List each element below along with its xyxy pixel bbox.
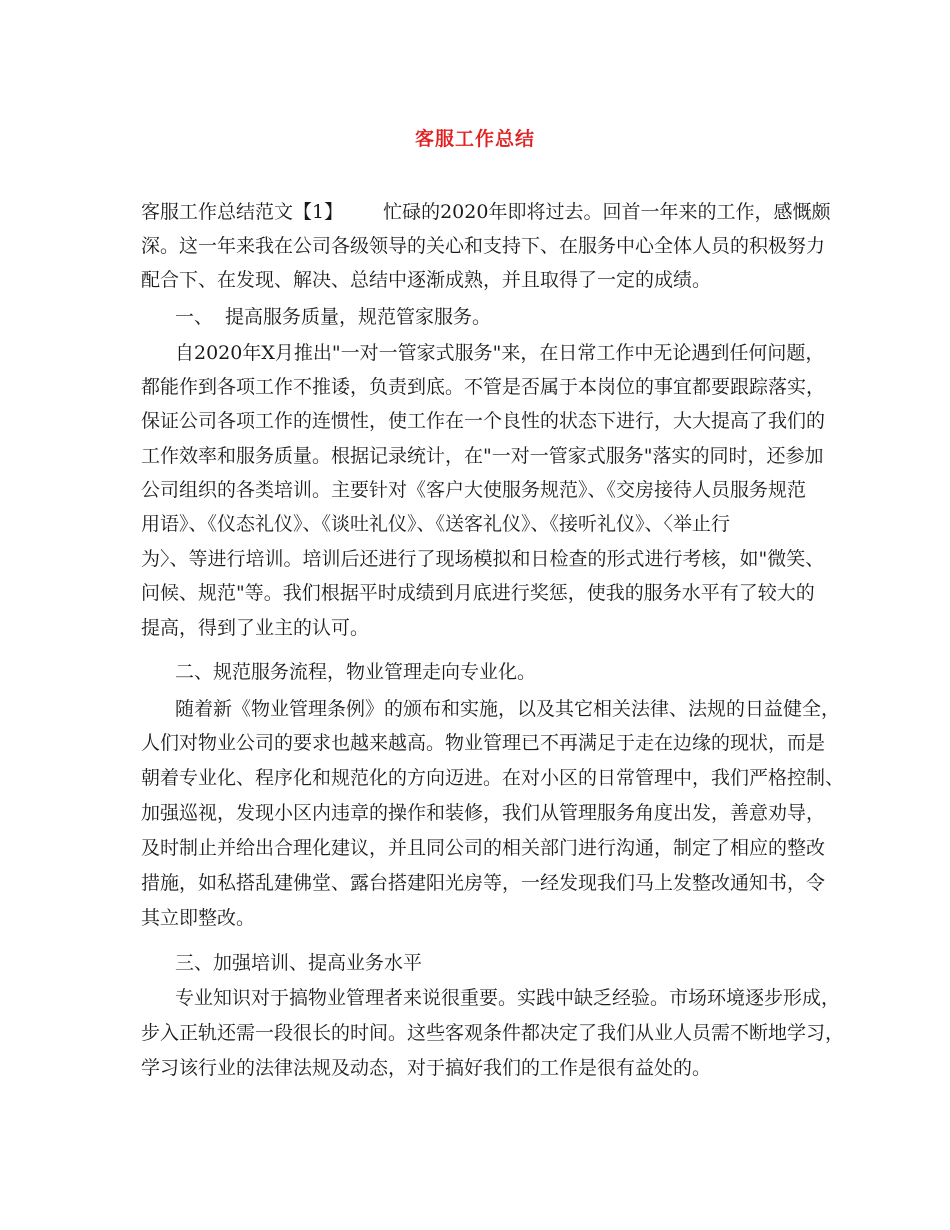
paragraph-line: 都能作到各项工作不推诿，负责到底。不管是否属于本岗位的事宜都要跟踪落实， [141,376,826,398]
paragraph-line: 随着新《物业管理条例》的颁布和实施，以及其它相关法律、法规的日益健全， [175,698,841,720]
paragraph-line: 用语》、《仪态礼仪》、《谈吐礼仪》、《送客礼仪》、《接听礼仪》、〈举止行 [141,513,731,535]
paragraph-line: 学习该行业的法律法规及动态，对于搞好我们的工作是很有益处的。 [141,1057,712,1079]
paragraph-line: 问候、规范"等。我们根据平时成绩到月底进行奖惩，使我的服务水平有了较大的 [141,582,815,604]
paragraph-line: 专业知识对于搞物业管理者来说很重要。实践中缺乏经验。市场环境逐步形成， [175,987,841,1009]
paragraph-line: 其立即整改。 [141,907,256,929]
paragraph-line: 配合下、在发现、解决、总结中逐渐成熟，并且取得了一定的成绩。 [141,269,712,291]
section-heading [175,305,855,329]
paragraph-line: 公司组织的各类培训。主要针对《客户大使服务规范》、《交房接待人员服务规范 [141,479,807,501]
intro-lead: 忙碌的2020年即将过去。回首一年来的工作，感慨颇 [383,201,831,223]
paragraph-line: 朝着专业化、程序化和规范化的方向迈进。在对小区的日常管理中，我们严格控制、 [141,767,845,789]
paragraph-line: 自2020年X月推出"一对一管家式服务"来，在日常工作中无论遇到任何问题， [175,342,825,364]
paragraph-line: 步入正轨还需一段很长的时间。这些客观条件都决定了我们从业人员需不断地学习， [141,1022,845,1044]
section-heading: 二、规范服务流程，物业管理走向专业化。 [175,661,537,683]
section-heading-text: 提高服务质量，规范管家服务。 [225,306,492,328]
paragraph-line: 人们对物业公司的要求也越来越高。物业管理已不再满足于走在边缘的现状，而是 [141,732,826,754]
paragraph-line: 提高，得到了业主的认可。 [141,617,370,639]
paragraph-line: 加强巡视，发现小区内违章的操作和装修，我们从管理服务角度出发，善意劝导， [141,802,826,824]
section-number: 一、 [175,306,214,328]
section-heading: 三、加强培训、提高业务水平 [175,952,423,974]
intro-label: 客服工作总结范文【1】 [141,201,344,223]
paragraph-line: 措施，如私搭乱建佛堂、露台搭建阳光房等，一经发现我们马上发整改通知书，令 [141,872,826,894]
paragraph-line: 保证公司各项工作的连惯性，使工作在一个良性的状态下进行，大大提高了我们的 [141,410,826,432]
intro-first-line [141,200,831,224]
paragraph-line: 深。这一年来我在公司各级领导的关心和支持下、在服务中心全体人员的积极努力 [141,235,826,257]
paragraph-line: 及时制止并给出合理化建议，并且同公司的相关部门进行沟通，制定了相应的整改 [141,837,826,859]
document-title: 客服工作总结 [414,128,535,150]
paragraph-line: 为〉、等进行培训。培训后还进行了现场模拟和日检查的形式进行考核，如"微笑、 [141,548,825,570]
paragraph-line: 工作效率和服务质量。根据记录统计，在"一对一管家式服务"落实的同时，还参加 [141,445,824,467]
